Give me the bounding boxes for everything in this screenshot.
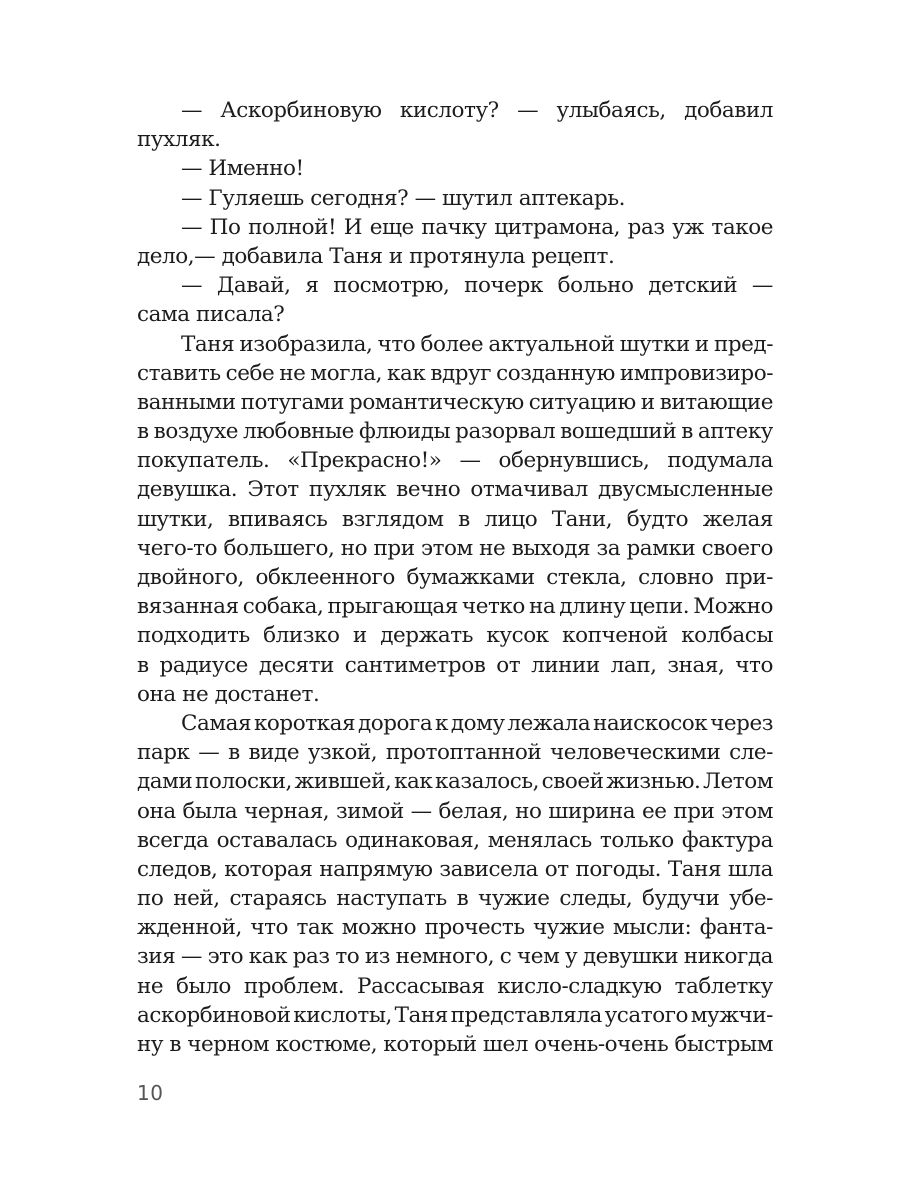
body-text bbox=[137, 96, 773, 1059]
text-line: пухляк. bbox=[137, 127, 221, 153]
text-line: зия — это как раз то из немного, с чем у девушки никогда bbox=[137, 944, 773, 970]
text-line: она была черная, зимой — белая, но ширина ее при этом bbox=[137, 798, 773, 824]
text-line: она не достанет. bbox=[137, 681, 320, 707]
text-line: покупатель. «Прекрасно!» — обернувшись, подумала bbox=[137, 448, 773, 474]
text-line: — Именно! bbox=[181, 156, 304, 182]
page-number: 10 bbox=[137, 1081, 164, 1105]
text-line: в радиусе десяти сантиметров от линии лап, зная, что bbox=[137, 652, 773, 678]
text-line: — По полной! И еще пачку цитрамона, раз уж такое bbox=[181, 214, 773, 240]
text-line: — Давай, я посмотрю, почерк больно детский — bbox=[181, 273, 773, 299]
text-line: Таня изобразила, что более актуальной шутки и пред- bbox=[181, 331, 773, 357]
text-line: ну в черном костюме, который шел очень-очень быстрым bbox=[137, 1032, 773, 1057]
text-line: не было проблем. Рассасывая кисло-сладкую таблетку bbox=[137, 973, 773, 999]
text-line: ванными потугами романтическую ситуацию и витающие bbox=[137, 389, 773, 415]
text-line: жденной, что так можно прочесть чужие мысли: фанта- bbox=[137, 915, 773, 941]
text-line: чего-то большего, но при этом не выходя за рамки своего bbox=[137, 535, 773, 561]
text-line: в воздухе любовные флюиды разорвал вошедший в аптеку bbox=[137, 419, 773, 445]
text-line: всегда оставалась одинаковая, менялась только фактура bbox=[137, 827, 773, 853]
text-line: сама писала? bbox=[137, 302, 285, 328]
text-line: подходить близко и держать кусок копченой колбасы bbox=[137, 623, 773, 649]
text-line: следов, которая напрямую зависела от погоды. Таня шла bbox=[137, 856, 773, 882]
text-line: дами полоски, жившей, как казалось, своей жизнью. Летом bbox=[137, 769, 773, 795]
text-line: двойного, обклеенного бумажками стекла, словно при- bbox=[137, 565, 773, 590]
text-line: аскорбиновой кислоты, Таня представляла усатого мужчи- bbox=[137, 1002, 773, 1028]
text-line: по ней, стараясь наступать в чужие следы, будучи убе- bbox=[137, 886, 773, 912]
text-line: — Аскорбиновую кислоту? — улыбаясь, добавил bbox=[181, 98, 773, 123]
text-line: парк — в виде узкой, протоптанной человеческими сле- bbox=[137, 740, 773, 766]
text-line: девушка. Этот пухляк вечно отмачивал двусмысленные bbox=[137, 477, 773, 503]
text-line: Самая короткая дорога к дому лежала наискосок через bbox=[181, 710, 773, 736]
text-line: дело,— добавила Таня и протянула рецепт. bbox=[137, 243, 615, 269]
text-line: ставить себе не могла, как вдруг созданную импровизиро- bbox=[137, 360, 773, 386]
text-line: шутки, впиваясь взглядом в лицо Тани, будто желая bbox=[137, 506, 773, 532]
text-line: — Гуляешь сегодня? — шутил аптекарь. bbox=[181, 185, 625, 211]
text-line: вязанная собака, прыгающая четко на длину цепи. Можно bbox=[137, 594, 773, 620]
